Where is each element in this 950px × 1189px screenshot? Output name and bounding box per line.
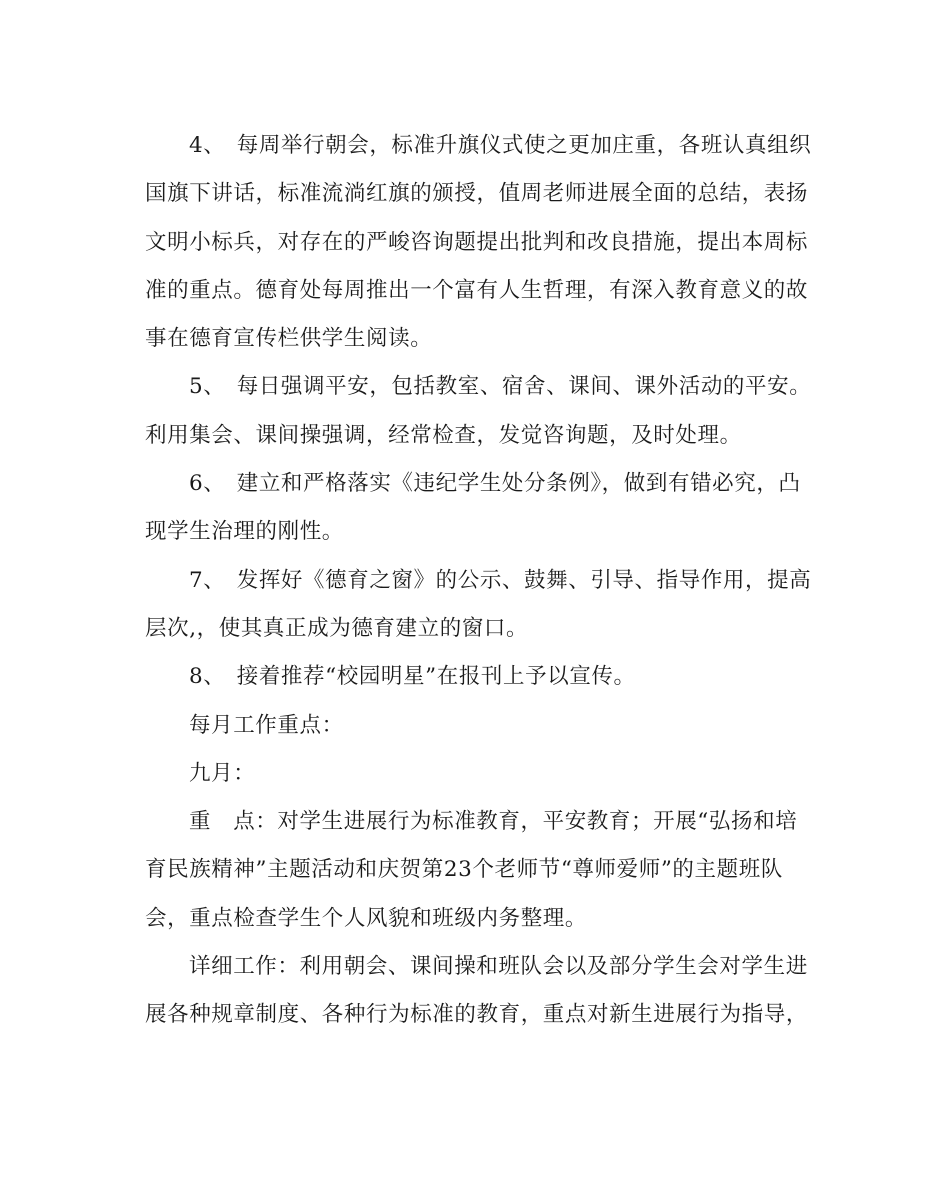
september-work-line-2: 展各种规章制度、各种行为标准的教育，重点对新生进展行为指导， [145, 1002, 809, 1028]
september-work-line-1: 详细工作：利用朝会、课间操和班队会以及部分学生会对学生进 [189, 954, 808, 980]
paragraph-7-line-2: 层次,，使其真正成为德育建立的窗口。 [145, 615, 529, 641]
paragraph-4-line-2: 国旗下讲话，标准流淌红旗的颁授，值周老师进展全面的总结，表扬 [145, 181, 809, 207]
paragraph-4-line-4: 准的重点。德育处每周推出一个富有人生哲理，有深入教育意义的故 [145, 277, 809, 303]
paragraph-5-line-2: 利用集会、课间操强调，经常检查，发觉咨询题，及时处理。 [145, 422, 742, 448]
document-body [145, 122, 812, 1040]
paragraph-5-line-1: 5、 每日强调平安，包括教室、宿舍、课间、课外活动的平安。 [189, 374, 812, 400]
monthly-focus-heading: 每月工作重点： [189, 712, 344, 738]
paragraph-4-line-1: 4、 每周举行朝会，标准升旗仪式使之更加庄重，各班认真组织 [189, 133, 812, 158]
september-focus-line-3: 会，重点检查学生个人风貌和班级内务整理。 [145, 905, 588, 931]
paragraph-6-line-2: 现学生治理的刚性。 [145, 519, 344, 545]
paragraph-8-line-1: 8、 接着推荐“校园明星”在报刊上予以宣传。 [189, 664, 636, 690]
paragraph-7-line-1: 7、 发挥好《德育之窗》的公示、鼓舞、引导、指导作用，提高 [189, 567, 812, 593]
september-focus-line-2: 育民族精神”主题活动和庆贺第23个老师节“尊师爱师”的主题班队 [145, 857, 783, 883]
paragraph-6-line-1: 6、 建立和严格落实《违纪学生处分条例》，做到有错必究，凸 [189, 471, 801, 497]
paragraph-4-line-5: 事在德育宣传栏供学生阅读。 [145, 326, 433, 352]
september-heading: 九月： [189, 760, 256, 786]
paragraph-4-line-3: 文明小标兵，对存在的严峻咨询题提出批判和改良措施，提出本周标 [145, 229, 809, 255]
september-focus-line-1: 重 点：对学生进展行为标准教育，平安教育；开展“弘扬和培 [189, 809, 798, 835]
